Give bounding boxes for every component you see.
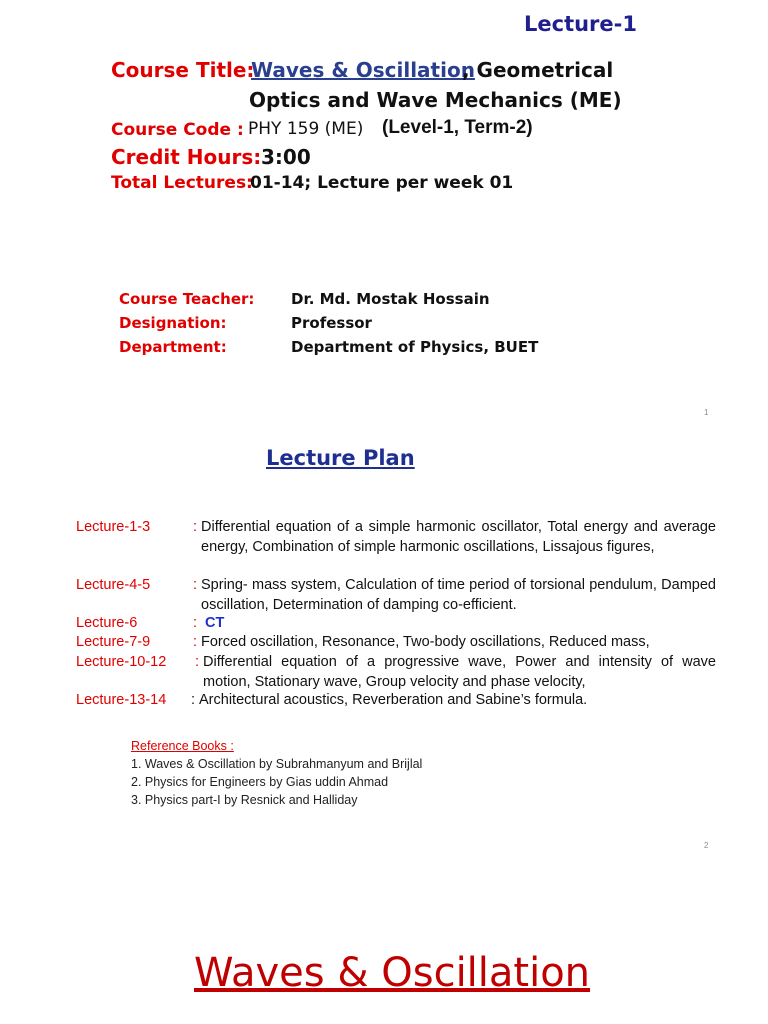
course-title-second-line: Optics and Wave Mechanics (ME) bbox=[249, 88, 622, 112]
plan-description: Architectural acoustics, Reverberation and Sabine’s formula. bbox=[199, 692, 588, 708]
plan-row bbox=[76, 518, 716, 578]
designation-label: Designation: bbox=[119, 314, 227, 332]
teacher-value: Dr. Md. Mostak Hossain bbox=[291, 290, 490, 308]
course-title-link[interactable]: Waves & Oscillation bbox=[251, 58, 475, 82]
plan-description: Differential equation of a simple harmonic oscillator, Total energy and average energy, Combination of simple harmonic oscillations, Lissajous figures, bbox=[201, 519, 716, 555]
reference-item: 3. Physics part-I by Resnick and Halliday bbox=[131, 793, 358, 807]
plan-row bbox=[76, 691, 716, 711]
total-lectures-label: Total Lectures: bbox=[111, 173, 253, 193]
plan-colon: : bbox=[193, 615, 198, 631]
plan-description-ct: CT bbox=[205, 615, 225, 631]
credit-hours-label: Credit Hours: bbox=[111, 145, 262, 169]
plan-lecture-label: Lecture-6 bbox=[76, 615, 138, 631]
plan-row bbox=[76, 653, 716, 693]
department-label: Department: bbox=[119, 338, 227, 356]
plan-lecture-label: Lecture-7-9 bbox=[76, 634, 151, 650]
course-level: (Level-1, Term-2) bbox=[382, 117, 533, 138]
plan-colon: : bbox=[195, 654, 200, 670]
plan-colon: : bbox=[193, 634, 198, 650]
course-title-continuation: , Geometrical bbox=[462, 58, 614, 82]
plan-description: Spring- mass system, Calculation of time period of torsional pendulum, Damped oscillation, Determination of damping co-efficient. bbox=[201, 577, 716, 613]
slide-title: Waves & Oscillation bbox=[194, 950, 591, 996]
plan-description: Differential equation of a progressive wave, Power and intensity of wave motion, Stationary wave, Group velocity and phase velocity, bbox=[203, 654, 716, 690]
teacher-label: Course Teacher: bbox=[119, 290, 255, 308]
plan-lecture-label: Lecture-10-12 bbox=[76, 654, 167, 670]
reference-item: 2. Physics for Engineers by Gias uddin Ahmad bbox=[131, 775, 389, 789]
course-code-value: PHY 159 (ME) bbox=[248, 119, 364, 139]
plan-row bbox=[76, 633, 716, 653]
lecture-number: Lecture-1 bbox=[524, 12, 637, 36]
plan-row bbox=[76, 576, 716, 616]
plan-colon: : bbox=[191, 692, 196, 708]
plan-colon: : bbox=[193, 519, 198, 535]
course-code-label: Course Code : bbox=[111, 120, 244, 140]
reference-item: 1. Waves & Oscillation by Subrahmanyum and Brijlal bbox=[131, 757, 423, 771]
course-title-label: Course Title: bbox=[111, 58, 255, 82]
plan-lecture-label: Lecture-13-14 bbox=[76, 692, 167, 708]
page-number: 2 bbox=[704, 841, 709, 850]
plan-description: Forced oscillation, Resonance, Two-body oscillations, Reduced mass, bbox=[201, 634, 650, 650]
total-lectures-value: 01-14; Lecture per week 01 bbox=[250, 173, 514, 193]
plan-lecture-label: Lecture-1-3 bbox=[76, 519, 151, 535]
page-number: 1 bbox=[704, 408, 709, 417]
designation-value: Professor bbox=[291, 314, 372, 332]
plan-lecture-label: Lecture-4-5 bbox=[76, 577, 151, 593]
plan-row bbox=[76, 614, 716, 634]
credit-hours-value: 3:00 bbox=[261, 145, 311, 169]
plan-colon: : bbox=[193, 577, 198, 593]
department-value: Department of Physics, BUET bbox=[291, 338, 539, 356]
reference-books-heading: Reference Books : bbox=[131, 739, 234, 753]
lecture-plan-title: Lecture Plan bbox=[266, 446, 415, 470]
